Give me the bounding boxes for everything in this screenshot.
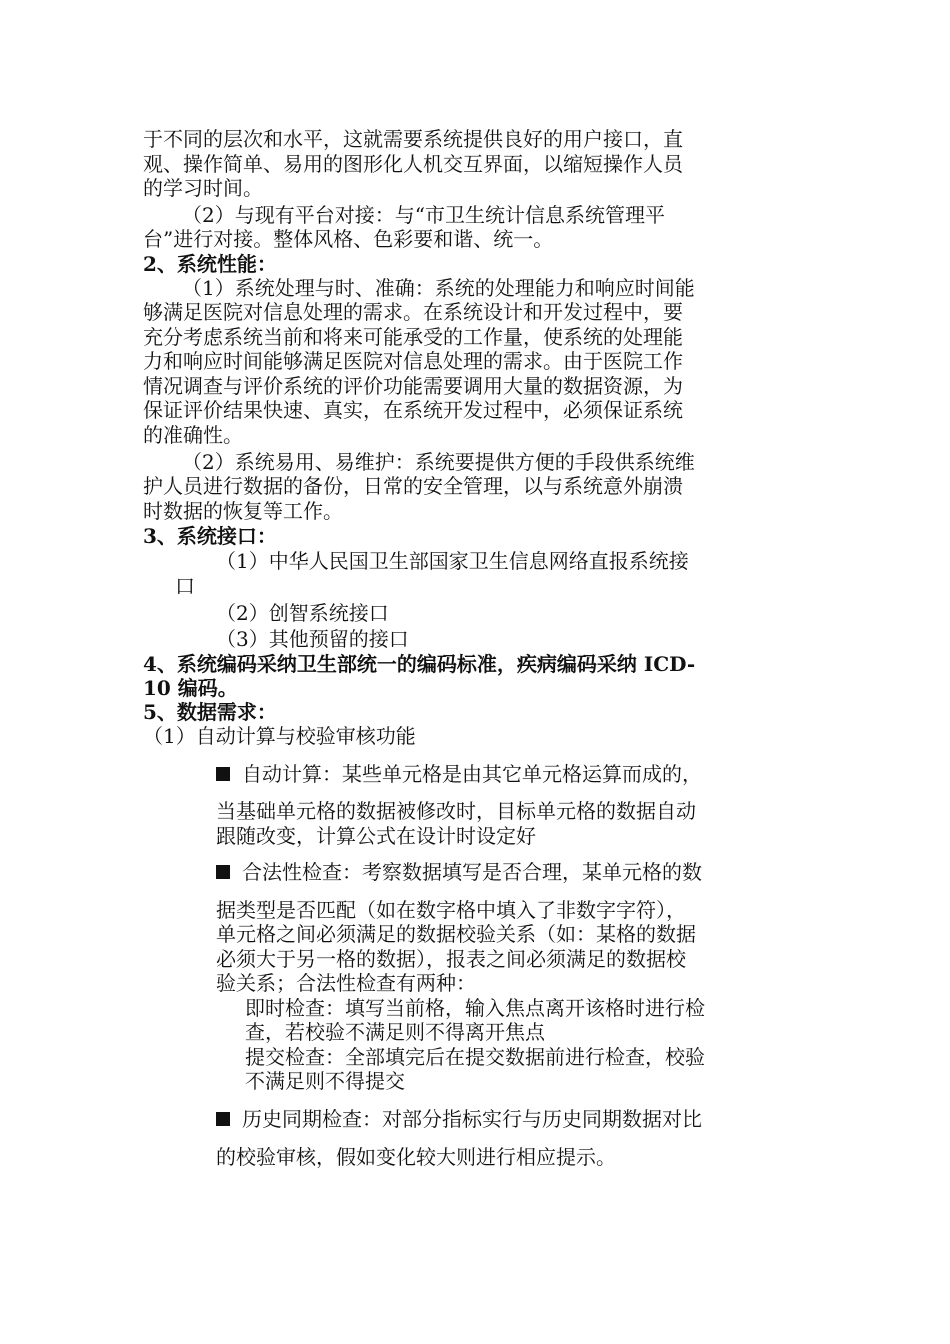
square-bullet-icon: [216, 767, 230, 781]
paragraph-line: 跟随改变，计算公式在设计时设定好: [216, 824, 536, 848]
paragraph-line: 单元格之间必须满足的数据校验关系（如：某格的数据: [216, 922, 696, 946]
paragraph-line: 力和响应时间能够满足医院对信息处理的需求。由于医院工作: [143, 349, 683, 373]
list-item: （1）中华人民国卫生部国家卫生信息网络直报系统接: [216, 549, 689, 573]
section-heading: 5、数据需求：: [143, 700, 277, 724]
list-item: （2）创智系统接口: [216, 601, 389, 625]
section-heading: 2、系统性能：: [143, 252, 277, 276]
paragraph-line: 提交检查：全部填完后在提交数据前进行检查，校验: [245, 1045, 705, 1069]
bullet-text: 自动计算：某些单元格是由其它单元格运算而成的，: [242, 762, 702, 786]
paragraph-line: （2）与现有平台对接：与“市卫生统计信息系统管理平: [182, 203, 665, 227]
paragraph-line: 即时检查：填写当前格，输入焦点离开该格时进行检: [245, 996, 705, 1020]
paragraph-line: 的准确性。: [143, 423, 243, 447]
paragraph-line: 当基础单元格的数据被修改时，目标单元格的数据自动: [216, 799, 696, 823]
paragraph-line: 的学习时间。: [143, 176, 263, 200]
list-item: 口: [175, 574, 195, 598]
paragraph-line: 够满足医院对信息处理的需求。在系统设计和开发过程中，要: [143, 300, 683, 324]
bullet-text: 合法性检查：考察数据填写是否合理，某单元格的数: [242, 860, 702, 884]
section-heading: 4、系统编码采纳卫生部统一的编码标准，疾病编码采纳 ICD-: [143, 652, 696, 676]
paragraph-line: 查，若校验不满足则不得离开焦点: [245, 1020, 545, 1044]
paragraph-line: （1）系统处理与时、准确：系统的处理能力和响应时间能: [182, 276, 695, 300]
paragraph-line: 观、操作简单、易用的图形化人机交互界面，以缩短操作人员: [143, 152, 683, 176]
section-heading: 3、系统接口：: [143, 524, 277, 548]
paragraph-line: 于不同的层次和水平，这就需要系统提供良好的用户接口，直: [143, 127, 683, 151]
bullet-item: [216, 762, 702, 787]
paragraph-line: 充分考虑系统当前和将来可能承受的工作量，使系统的处理能: [143, 325, 683, 349]
paragraph-line: 台”进行对接。整体风格、色彩要和谐、统一。: [143, 227, 554, 251]
paragraph-line: 的校验审核，假如变化较大则进行相应提示。: [216, 1145, 616, 1169]
bullet-text: 历史同期检查：对部分指标实行与历史同期数据对比: [242, 1107, 702, 1131]
paragraph-line: 不满足则不得提交: [245, 1069, 405, 1093]
list-item: （3）其他预留的接口: [216, 627, 409, 651]
bullet-item: [216, 860, 702, 885]
paragraph-line: 必须大于另一格的数据），报表之间必须满足的数据校: [216, 947, 686, 971]
square-bullet-icon: [216, 865, 230, 879]
section-heading: 10 编码。: [143, 676, 238, 700]
paragraph-line: 验关系；合法性检查有两种：: [216, 971, 476, 995]
paragraph-line: 情况调查与评价系统的评价功能需要调用大量的数据资源，为: [143, 374, 683, 398]
paragraph-line: 护人员进行数据的备份，日常的安全管理，以与系统意外崩溃: [143, 474, 683, 498]
sub-heading: （1）自动计算与校验审核功能: [143, 724, 416, 748]
paragraph-line: 时数据的恢复等工作。: [143, 499, 343, 523]
paragraph-line: （2）系统易用、易维护：系统要提供方便的手段供系统维: [182, 450, 695, 474]
paragraph-line: 保证评价结果快速、真实，在系统开发过程中，必须保证系统: [143, 398, 683, 422]
paragraph-line: 据类型是否匹配（如在数字格中填入了非数字字符），: [216, 898, 686, 922]
square-bullet-icon: [216, 1112, 230, 1126]
bullet-item: [216, 1107, 702, 1132]
